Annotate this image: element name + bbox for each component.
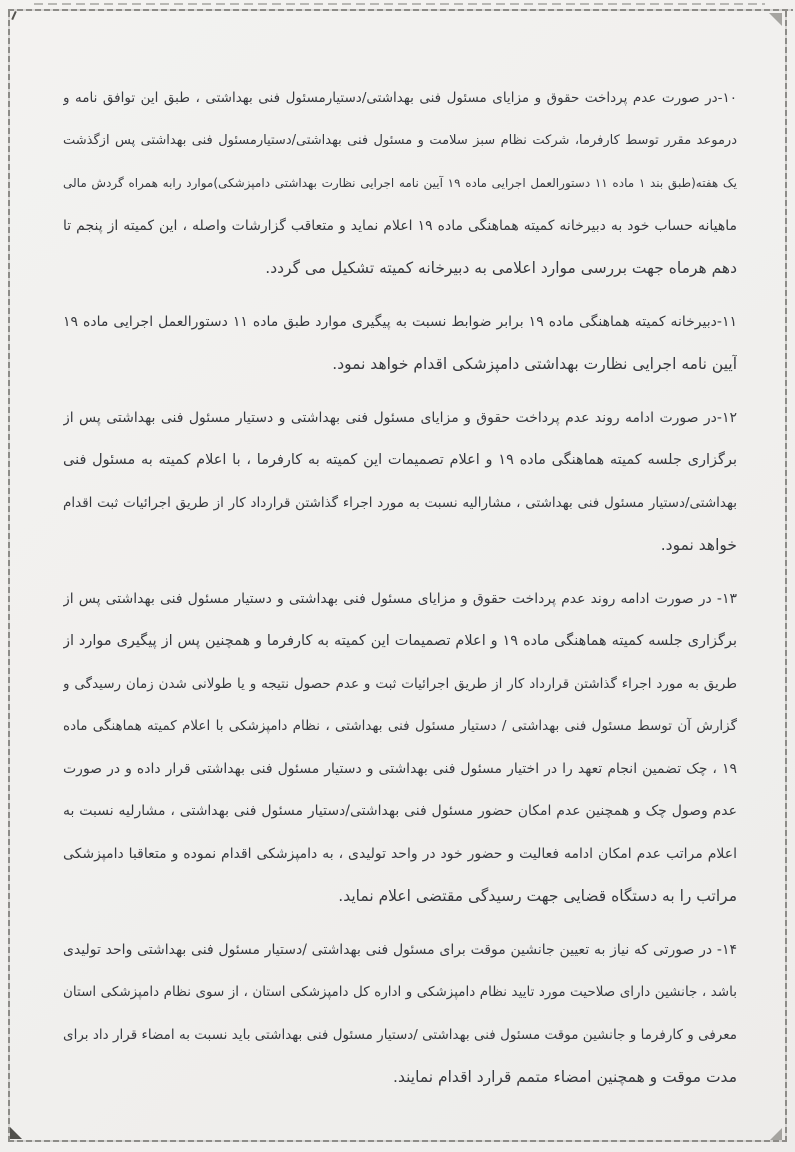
- clause-10-line: یک هفته(طبق بند ۱ ماده ۱۱ دستورالعمل اجرایی ماده ۱۹ آیین نامه اجرایی نظارت بهداشتی دامپزشکی)موارد رابه همراه گردش مالی: [63, 176, 737, 190]
- clause-13-line: اعلام مراتب عدم امکان ادامه فعالیت و حضور خود در واحد تولیدی ، به دامپزشکی اقدام نموده و متعاقبا دامپزشکی: [63, 845, 737, 862]
- clause-10-line: درموعد مقرر توسط کارفرما، شرکت نظام سبز سلامت و مسئول فنی بهداشتی/دستیارمسئول فنی بهداشتی پس ازگذشت: [63, 132, 737, 148]
- clause-12-paragraph: [63, 397, 737, 567]
- clause-12-line: ۱۲-در صورت ادامه روند عدم پرداخت حقوق و مزایای مسئول فنی بهداشتی و دستیار مسئول فنی بهداشتی پس از: [63, 409, 737, 426]
- clause-13-line: طریق به مورد اجراء گذاشتن قرارداد کار از طریق اجرائیات ثبت و عدم حصول نتیجه و یا طولانی شدن زمان رسیدگی و: [63, 675, 737, 692]
- clause-10-line: ۱۰-در صورت عدم پرداخت حقوق و مزایای مسئول فنی بهداشتی/دستیارمسئول فنی بهداشتی ، طبق این توافق نامه و: [63, 90, 737, 106]
- clause-11-paragraph: [63, 301, 737, 386]
- clause-13-line: برگزاری جلسه کمیته هماهنگی ماده ۱۹ و اعلام تصمیمات این کمیته به کارفرما و همچنین پس از پیگیری موارد از: [63, 633, 737, 649]
- corner-mark-bottom-right: [770, 1128, 782, 1140]
- scan-frame-bottom: [8, 1140, 787, 1142]
- clause-11-line: ۱۱-دبیرخانه کمیته هماهنگی ماده ۱۹ برابر ضوابط نسبت به پیگیری موارد طبق ماده ۱۱ دستورالعمل اجرایی ماده ۱۹: [63, 313, 737, 330]
- clause-12-line: بهداشتی/دستیار مسئول فنی بهداشتی ، مشارالیه نسبت به مورد اجراء گذاشتن قرارداد کار از طریق اجرائیات ثبت اقدام: [63, 494, 737, 511]
- clause-10-paragraph: [63, 77, 737, 290]
- scan-edge-line: [34, 3, 765, 5]
- corner-mark-bottom-left: [10, 1127, 22, 1139]
- clause-14-line: باشد ، جانشین دارای صلاحیت مورد تایید نظام دامپزشکی و اداره کل دامپزشکی استان ، از سوی نظام دامپزشکی استان: [63, 984, 737, 1000]
- scan-frame-right: [785, 9, 787, 1142]
- clause-10-line: دهم هرماه جهت بررسی موارد اعلامی به دبیرخانه کمیته تشکیل می گردد.: [265, 259, 737, 277]
- clause-13-line: ۱۳- در صورت ادامه روند عدم پرداخت حقوق و مزایای مسئول فنی بهداشتی و دستیار مسئول فنی بهداشتی پس از: [63, 590, 737, 607]
- scan-frame-left: [8, 9, 10, 1142]
- clause-13-paragraph: [63, 578, 737, 918]
- corner-mark-top-left: [11, 11, 16, 20]
- clause-10-line: ماهیانه حساب خود به دبیرخانه کمیته هماهنگی ماده ۱۹ اعلام نماید و متعاقب گزارشات واصله ، این کمیته از پنجم تا: [63, 217, 737, 234]
- scan-frame-top: [8, 9, 793, 11]
- clause-11-line: آیین نامه اجرایی نظارت بهداشتی دامپزشکی اقدام خواهد نمود.: [332, 355, 737, 373]
- clause-14-line: مدت موقت و همچنین امضاء متمم قرارد اقدام نمایند.: [393, 1068, 737, 1086]
- clause-12-line: برگزاری جلسه کمیته هماهنگی ماده ۱۹ و اعلام تصمیمات این کمیته به کارفرما ، با اعلام کمیته به مسئول فنی: [63, 452, 737, 468]
- document-body: [63, 77, 737, 1110]
- clause-13-line: مراتب را به دستگاه قضایی جهت رسیدگی مقتضی اعلام نماید.: [338, 887, 737, 905]
- clause-13-line: عدم وصول چک و همچنین عدم امکان حضور مسئول فنی بهداشتی/دستیار مسئول فنی بهداشتی ، مشارلیه نسبت به: [63, 803, 737, 819]
- clause-14-line: ۱۴- در صورتی که نیاز به تعیین جانشین موقت برای مسئول فنی بهداشتی /دستیار مسئول فنی بهداشتی واحد تولیدی: [63, 941, 737, 958]
- clause-13-line: ۱۹ ، چک تضمین انجام تعهد را در اختیار مسئول فنی بهداشتی و دستیار مسئول فنی بهداشتی قرار داده و در صورت: [63, 760, 737, 777]
- clause-14-paragraph: [63, 929, 737, 1099]
- corner-mark-top-right: [769, 13, 782, 26]
- clause-13-line: گزارش آن توسط مسئول فنی بهداشتی / دستیار مسئول فنی بهداشتی ، نظام دامپزشکی با اعلام کمیته هماهنگی ماده: [63, 718, 737, 734]
- clause-12-line: خواهد نمود.: [660, 536, 737, 554]
- clause-14-line: معرفی و کارفرما و جانشین موقت مسئول فنی بهداشتی /دستیار مسئول فنی بهداشتی باید نسبت به امضاء قرار داد برای: [63, 1026, 737, 1043]
